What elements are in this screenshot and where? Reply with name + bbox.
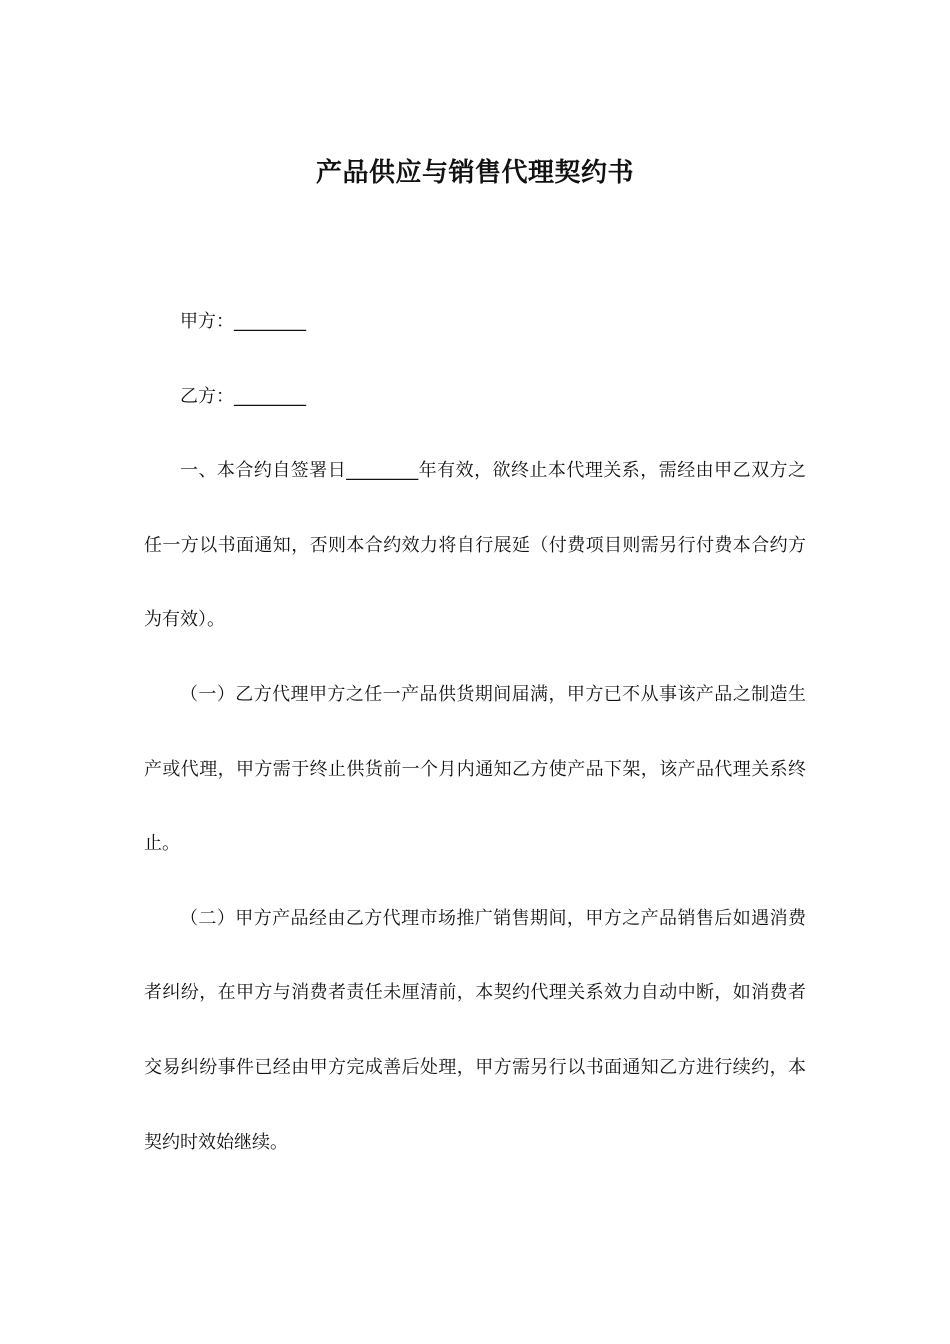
clause-1-item-2-paragraph: （二）甲方产品经由乙方代理市场推广销售期间，甲方之产品销售后如遇消费者纠纷，在甲方与消费者责任未厘清前，本契约代理关系效力自动中断，如消费者交易纠纷事件已经由甲方完成善后处理，甲方需另行以书面通知乙方进行续约，本契约时效始继续。 — [144, 907, 806, 1153]
party-a-line: 甲方：________ — [180, 311, 306, 332]
clause-1-item-1-paragraph: （一）乙方代理甲方之任一产品供货期间届满，甲方已不从事该产品之制造生产或代理，甲方需于终止供货前一个月内通知乙方使产品下架，该产品代理关系终止。 — [144, 683, 806, 855]
party-b-line: 乙方：________ — [180, 385, 306, 407]
document-title: 产品供应与销售代理契约书 — [315, 158, 634, 188]
clause-1-paragraph: 一、本合约自签署日________年有效，欲终止本代理关系，需经由甲乙双方之任一方以书面通知，否则本合约效力将自行展延（付费项目则需另行付费本合约方为有效）。 — [144, 460, 806, 631]
document-body — [144, 285, 806, 1180]
